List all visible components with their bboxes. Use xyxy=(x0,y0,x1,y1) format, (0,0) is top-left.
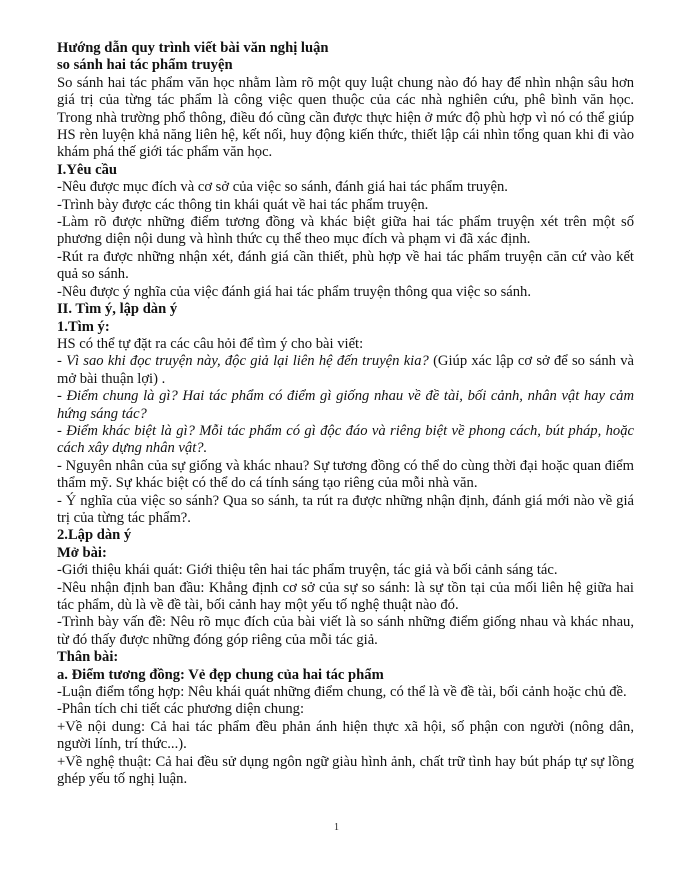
document-page xyxy=(57,40,634,788)
subheading-outline: 2.Lập dàn ý xyxy=(57,527,132,544)
intro-item: -Nêu nhận định ban đầu: Khẳng định cơ sở của sự so sánh: là sự tồn tại của mối liên hệ giữa hai tác phẩm, dù là về đề tài, bối cảnh hay một yếu tố nghệ thuật nào đó. xyxy=(57,579,634,613)
document-title-line1: Hướng dẫn quy trình viết bài văn nghị luận xyxy=(57,40,329,56)
body-heading: Thân bài: xyxy=(57,649,119,666)
question-text: - Vì sao khi đọc truyện này, độc giả lại liên hệ đến truyện kia? xyxy=(57,353,429,370)
section-heading-requirements: I.Yêu cầu xyxy=(57,161,117,178)
question-note: (Giúp xác lập cơ sở để so sánh và mở bài thuận lợi) . xyxy=(57,353,634,387)
requirement-item: -Nêu được ý nghĩa của việc đánh giá hai tác phẩm truyện thông qua việc so sánh. xyxy=(57,283,531,300)
intro-paragraph: So sánh hai tác phẩm văn học nhằm làm rõ một quy luật chung nào đó hay để nhìn nhận sâu hơn giá trị của từng tác phẩm là công việc quen thuộc của các nhà nghiên cứu, phê bình văn học. Trong nhà trường phổ thông, điều đó cũng cần được thực hiện ở mức độ phù hợp vì nó có thể giúp HS rèn luyện khả năng liên hệ, kết nối, huy động kiến thức, thiết lập cái nhìn tổng quan khi đi vào khám phá thế giới tác phẩm văn học. xyxy=(57,74,634,161)
intro-item: -Trình bày vấn đề: Nêu rõ mục đích của bài viết là so sánh những điểm giống nhau và khác nhau, từ đó thấy được những đóng góp riêng của mỗi tác giả. xyxy=(57,614,634,648)
question-item xyxy=(57,353,634,388)
similarity-item: -Luận điểm tổng hợp: Nêu khái quát những điểm chung, có thể là về đề tài, bối cảnh hoặc chủ đề. xyxy=(57,684,627,701)
page-number: 1 xyxy=(334,822,339,833)
requirement-item: -Nêu được mục đích và cơ sở của việc so sánh, đánh giá hai tác phẩm truyện. xyxy=(57,179,508,196)
subheading-find-ideas: 1.Tìm ý: xyxy=(57,318,110,335)
question-item: - Ý nghĩa của việc so sánh? Qua so sánh, ta rút ra được những nhận định, đánh giá mới nào về giá trị của từng tác phẩm?. xyxy=(57,492,634,526)
requirement-item: -Làm rõ được những điểm tương đồng và khác biệt giữa hai tác phẩm truyện xét trên một số phương diện nội dung và hình thức cụ thể theo mục đích và phạm vi đã xác định. xyxy=(57,214,634,248)
question-item: - Điểm chung là gì? Hai tác phẩm có điểm gì giống nhau về đề tài, bối cảnh, nhân vật hay cảm hứng sáng tác? xyxy=(57,388,634,422)
requirement-item: -Trình bày được các thông tin khái quát về hai tác phẩm truyện. xyxy=(57,196,429,213)
similarity-item: -Phân tích chi tiết các phương diện chung: xyxy=(57,701,305,718)
question-item: - Nguyên nhân của sự giống và khác nhau? Sự tương đồng có thể do cùng thời đại hoặc quan điểm thẩm mỹ. Sự khác biệt có thể do cá tính sáng tạo riêng của mỗi nhà văn. xyxy=(57,457,634,492)
section-heading-ideas-outline: II. Tìm ý, lập dàn ý xyxy=(57,301,178,318)
find-ideas-lead: HS có thể tự đặt ra các câu hỏi để tìm ý cho bài viết: xyxy=(57,335,364,352)
similarity-item: +Về nội dung: Cả hai tác phẩm đều phản ánh hiện thực xã hội, số phận con người (nông dân, người lính, trí thức...). xyxy=(57,718,634,753)
document-title-line2: so sánh hai tác phẩm truyện xyxy=(57,57,233,74)
intro-item: -Giới thiệu khái quát: Giới thiệu tên hai tác phẩm truyện, tác giả và bối cảnh sáng tác. xyxy=(57,562,558,579)
intro-heading: Mở bài: xyxy=(57,544,107,561)
similarity-heading: a. Điểm tương đồng: Vẻ đẹp chung của hai tác phẩm xyxy=(57,666,384,683)
similarity-item: +Về nghệ thuật: Cả hai đều sử dụng ngôn ngữ giàu hình ảnh, chất trữ tình hay bút pháp tự sự lồng ghép yếu tố nghị luận. xyxy=(57,753,634,788)
question-item: - Điểm khác biệt là gì? Mỗi tác phẩm có gì độc đáo và riêng biệt về phong cách, bút pháp, hoặc cách xây dựng nhân vật?. xyxy=(57,422,634,457)
requirement-item: -Rút ra được những nhận xét, đánh giá cần thiết, phù hợp về hai tác phẩm truyện căn cứ vào kết quả so sánh. xyxy=(57,248,634,283)
